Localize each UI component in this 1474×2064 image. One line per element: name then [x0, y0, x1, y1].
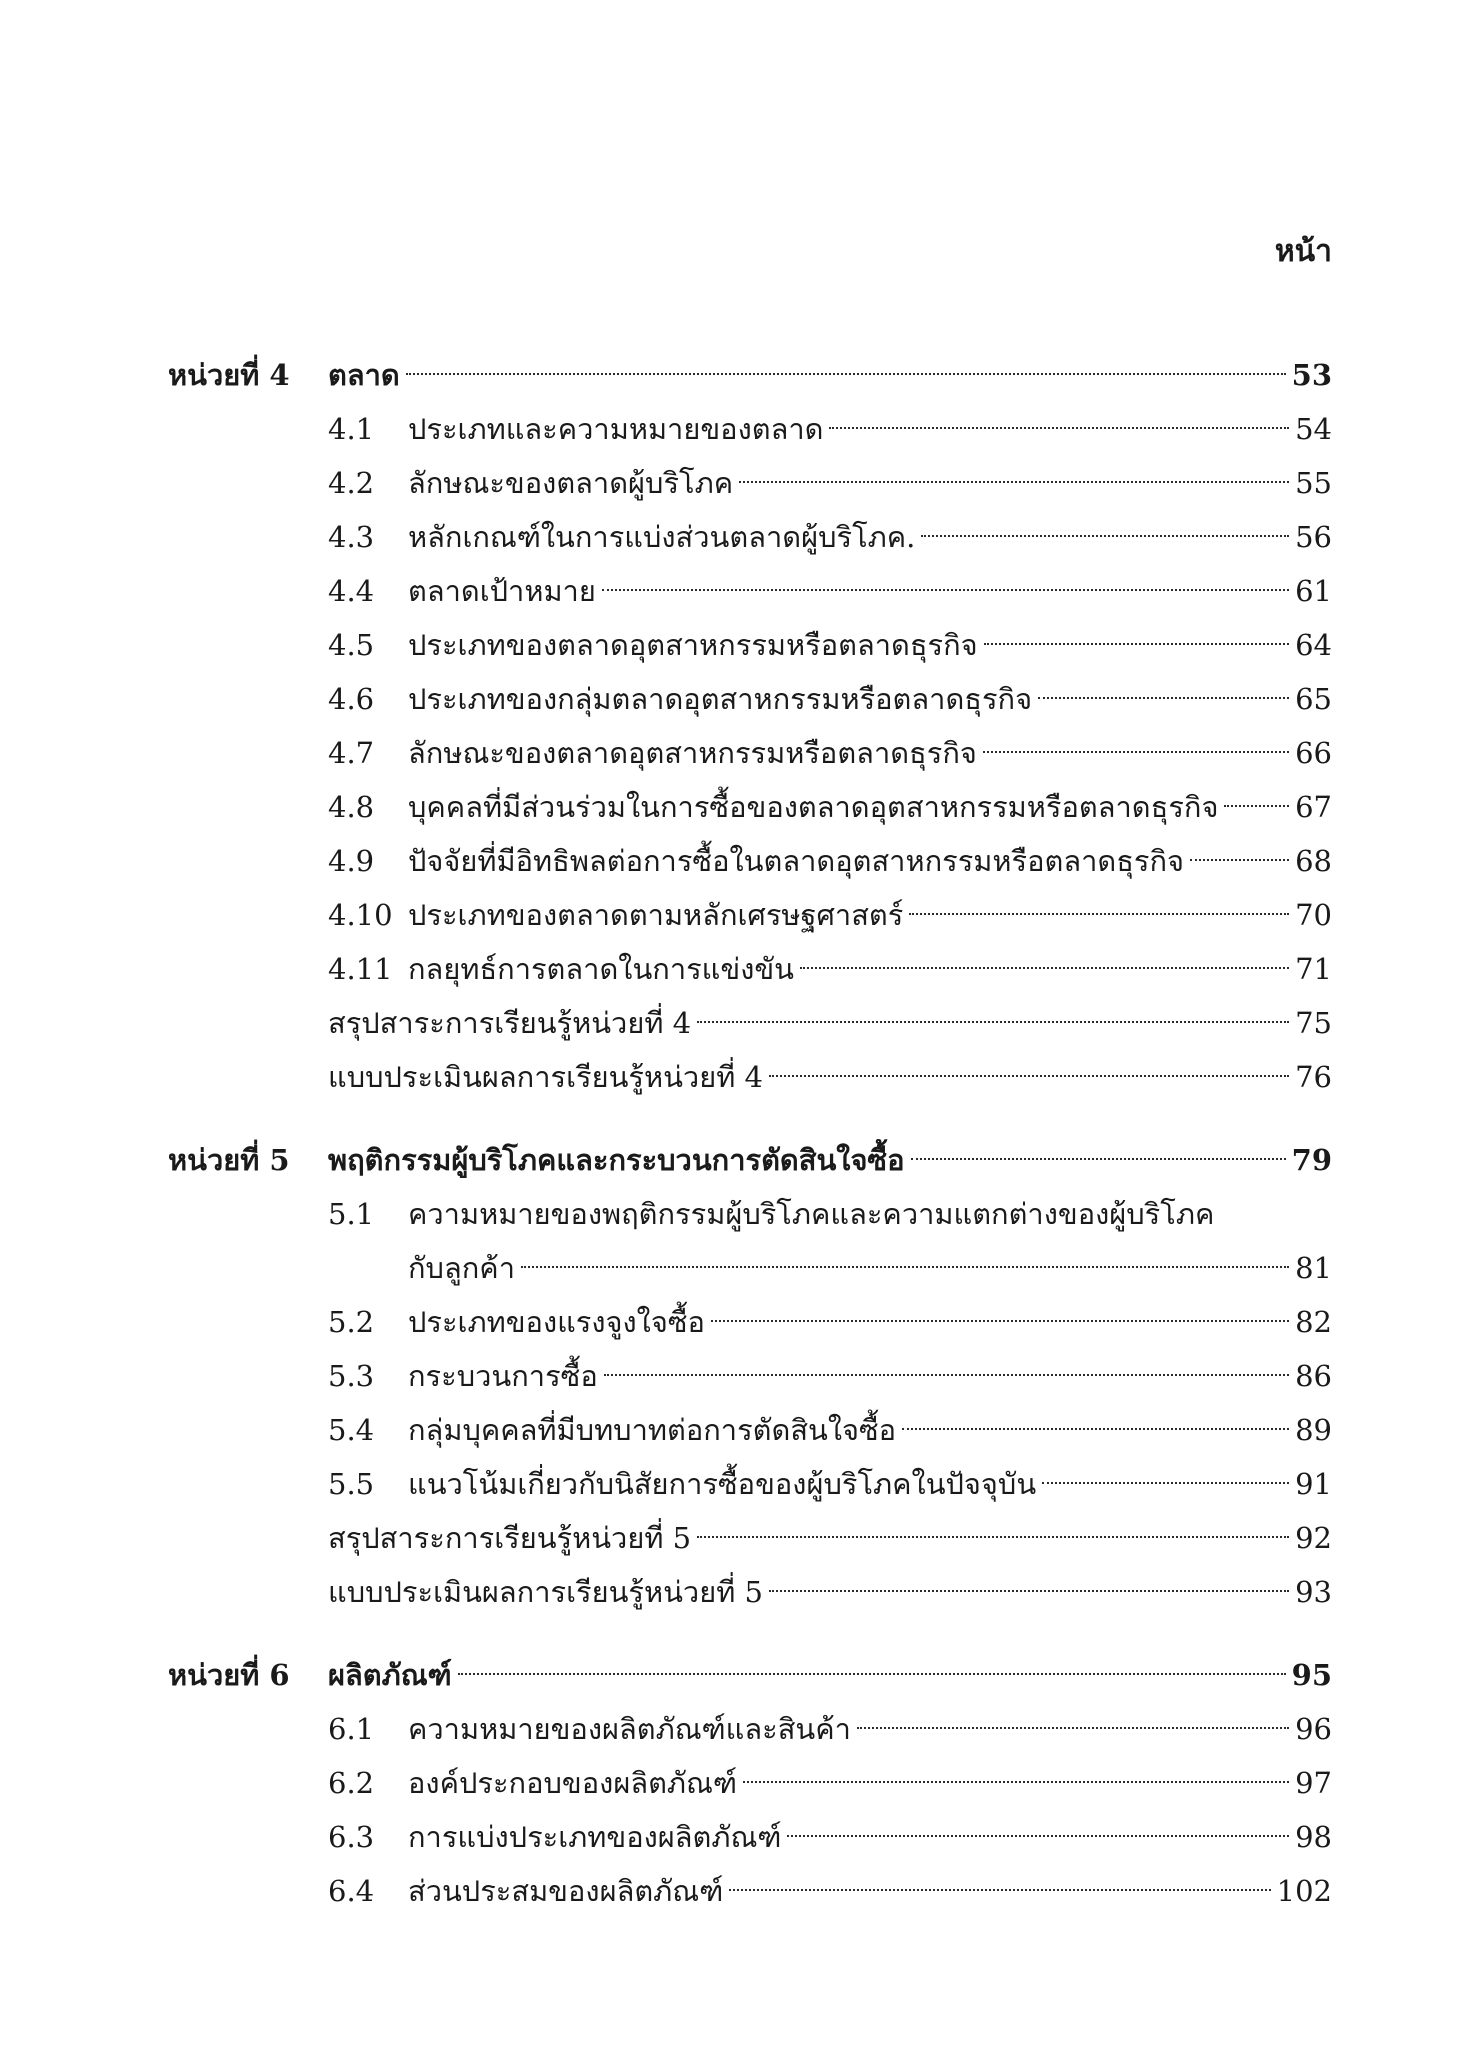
toc-summary-row[interactable] — [0, 996, 1474, 1050]
toc-section-row[interactable] — [0, 1810, 1474, 1864]
unit-leader — [328, 1133, 1332, 1187]
section-leader — [408, 942, 1332, 996]
unit-leader — [328, 348, 1332, 402]
section-leader — [408, 888, 1332, 942]
dot-leader — [1190, 859, 1289, 861]
section-page-number: 91 — [1295, 1467, 1332, 1501]
section-number: 4.3 — [328, 520, 375, 554]
section-number: 4.9 — [328, 844, 375, 878]
section-title: กลุ่มบุคคลที่มีบทบาทต่อการตัดสินใจซื้อ — [408, 1413, 897, 1447]
section-title: กลยุทธ์การตลาดในการแข่งขัน — [408, 952, 795, 986]
dot-leader — [984, 643, 1289, 645]
toc-unit-row[interactable] — [0, 1133, 1474, 1187]
section-page-number: 82 — [1295, 1305, 1332, 1339]
dot-leader — [697, 1021, 1289, 1023]
toc-section-row[interactable] — [0, 1403, 1474, 1457]
assessment-title: แบบประเมินผลการเรียนรู้หน่วยที่ 5 — [328, 1575, 763, 1609]
section-leader — [408, 1864, 1332, 1918]
unit-title: ผลิตภัณฑ์ — [328, 1658, 452, 1692]
section-page-number: 70 — [1295, 898, 1332, 932]
section-leader — [408, 672, 1332, 726]
section-title-line1: ความหมายของพฤติกรรมผู้บริโภคและความแตกต่างของผู้บริโภค — [408, 1197, 1215, 1231]
section-number: 4.5 — [328, 628, 375, 662]
section-title: การแบ่งประเภทของผลิตภัณฑ์ — [408, 1820, 782, 1854]
dot-leader — [604, 1374, 1289, 1376]
section-number: 4.2 — [328, 466, 375, 500]
section-title: ปัจจัยที่มีอิทธิพลต่อการซื้อในตลาดอุตสาหกรรมหรือตลาดธุรกิจ — [408, 844, 1185, 878]
dot-leader — [800, 967, 1289, 969]
dot-leader — [458, 1673, 1286, 1675]
section-title: ประเภทและความหมายของตลาด — [408, 412, 824, 446]
section-page-number: 54 — [1295, 412, 1332, 446]
toc-section-row[interactable] — [0, 1349, 1474, 1403]
section-title: ประเภทของกลุ่มตลาดอุตสาหกรรมหรือตลาดธุรกิจ — [408, 682, 1033, 716]
dot-leader — [769, 1075, 1289, 1077]
section-number: 4.7 — [328, 736, 375, 770]
toc-section-row[interactable] — [0, 510, 1474, 564]
section-title: บุคคลที่มีส่วนร่วมในการซื้อของตลาดอุตสาหกรรมหรือตลาดธุรกิจ — [408, 790, 1219, 824]
dot-leader — [697, 1536, 1289, 1538]
section-page-number: 96 — [1295, 1712, 1332, 1746]
section-title: ประเภทของตลาดตามหลักเศรษฐศาสตร์ — [408, 898, 904, 932]
section-number: 5.5 — [328, 1467, 375, 1501]
section-title: ส่วนประสมของผลิตภัณฑ์ — [408, 1874, 724, 1908]
toc-section-row[interactable] — [0, 1457, 1474, 1511]
unit-title: ตลาด — [328, 358, 400, 392]
summary-title: สรุปสาระการเรียนรู้หน่วยที่ 4 — [328, 1006, 692, 1040]
section-title: ความหมายของผลิตภัณฑ์และสินค้า — [408, 1712, 851, 1746]
section-number: 5.4 — [328, 1413, 375, 1447]
section-leader — [408, 402, 1332, 456]
unit-page-number: 95 — [1291, 1658, 1332, 1692]
section-leader — [408, 1241, 1332, 1295]
dot-leader — [911, 1158, 1286, 1160]
section-page-number: 81 — [1295, 1251, 1332, 1285]
section-page-number: 68 — [1295, 844, 1332, 878]
section-title: กระบวนการซื้อ — [408, 1359, 598, 1393]
summary-page-number: 75 — [1295, 1006, 1332, 1040]
toc-unit-row[interactable] — [0, 1648, 1474, 1702]
summary-leader — [328, 996, 1332, 1050]
dot-leader — [787, 1835, 1289, 1837]
section-number: 4.11 — [328, 952, 393, 986]
section-leader — [408, 834, 1332, 888]
section-leader — [408, 1457, 1332, 1511]
toc-unit-row[interactable] — [0, 348, 1474, 402]
summary-leader — [328, 1511, 1332, 1565]
section-page-number: 89 — [1295, 1413, 1332, 1447]
toc-section-row[interactable] — [0, 1756, 1474, 1810]
summary-title: สรุปสาระการเรียนรู้หน่วยที่ 5 — [328, 1521, 692, 1555]
section-number: 5.3 — [328, 1359, 375, 1393]
section-page-number: 97 — [1295, 1766, 1332, 1800]
unit-leader — [328, 1648, 1332, 1702]
section-number: 4.8 — [328, 790, 375, 824]
toc-section-row[interactable] — [0, 618, 1474, 672]
section-number: 5.1 — [328, 1197, 375, 1231]
section-leader — [408, 618, 1332, 672]
dot-leader — [1038, 697, 1289, 699]
section-title: แนวโน้มเกี่ยวกับนิสัยการซื้อของผู้บริโภคในปัจจุบัน — [408, 1467, 1037, 1501]
toc-section-row[interactable] — [0, 1864, 1474, 1918]
toc-section-row[interactable] — [0, 834, 1474, 888]
dot-leader — [1042, 1482, 1289, 1484]
section-title: องค์ประกอบของผลิตภัณฑ์ — [408, 1766, 738, 1800]
dot-leader — [909, 913, 1289, 915]
section-page-number: 86 — [1295, 1359, 1332, 1393]
unit-label: หน่วยที่ 5 — [168, 1143, 290, 1177]
section-number: 4.10 — [328, 898, 393, 932]
section-leader — [408, 1403, 1332, 1457]
section-page-number: 61 — [1295, 574, 1332, 608]
section-leader — [408, 1349, 1332, 1403]
summary-page-number: 92 — [1295, 1521, 1332, 1555]
dot-leader — [902, 1428, 1289, 1430]
dot-leader — [739, 481, 1289, 483]
dot-leader — [857, 1727, 1289, 1729]
toc-section-row[interactable] — [0, 1295, 1474, 1349]
section-page-number: 56 — [1295, 520, 1332, 554]
section-number: 4.6 — [328, 682, 375, 716]
dot-leader — [829, 427, 1289, 429]
toc-section-row[interactable] — [0, 1702, 1474, 1756]
section-number: 5.2 — [328, 1305, 375, 1339]
section-title: ลักษณะของตลาดอุตสาหกรรมหรือตลาดธุรกิจ — [408, 736, 977, 770]
toc-section-row[interactable] — [0, 888, 1474, 942]
toc-summary-row[interactable] — [0, 1511, 1474, 1565]
section-leader — [408, 564, 1332, 618]
section-number: 4.4 — [328, 574, 375, 608]
section-page-number: 55 — [1295, 466, 1332, 500]
section-leader — [408, 780, 1332, 834]
dot-leader — [1224, 805, 1289, 807]
unit-label: หน่วยที่ 4 — [168, 358, 290, 392]
section-page-number: 64 — [1295, 628, 1332, 662]
section-leader — [408, 1810, 1332, 1864]
unit-title: พฤติกรรมผู้บริโภคและกระบวนการตัดสินใจซื้อ — [328, 1143, 905, 1177]
assessment-title: แบบประเมินผลการเรียนรู้หน่วยที่ 4 — [328, 1060, 763, 1094]
dot-leader — [769, 1590, 1289, 1592]
toc-section-row[interactable] — [0, 1187, 1474, 1241]
section-title: กับลูกค้า — [408, 1251, 515, 1285]
section-number: 4.1 — [328, 412, 375, 446]
section-number: 6.3 — [328, 1820, 375, 1854]
assessment-page-number: 76 — [1295, 1060, 1332, 1094]
page-column-heading: หน้า — [1274, 234, 1332, 269]
section-leader — [408, 1702, 1332, 1756]
section-leader — [408, 456, 1332, 510]
dot-leader — [602, 589, 1289, 591]
unit-page-number: 53 — [1291, 358, 1332, 392]
toc-section-row-continued[interactable] — [0, 1241, 1474, 1295]
dot-leader — [743, 1781, 1289, 1783]
toc-section-row[interactable] — [0, 456, 1474, 510]
dot-leader — [521, 1266, 1289, 1268]
dot-leader — [406, 373, 1286, 375]
section-page-number: 71 — [1295, 952, 1332, 986]
toc-assessment-row[interactable] — [0, 1050, 1474, 1104]
dot-leader — [711, 1320, 1289, 1322]
section-title: ประเภทของตลาดอุตสาหกรรมหรือตลาดธุรกิจ — [408, 628, 978, 662]
assessment-leader — [328, 1565, 1332, 1619]
assessment-page-number: 93 — [1295, 1575, 1332, 1609]
section-page-number: 66 — [1295, 736, 1332, 770]
assessment-leader — [328, 1050, 1332, 1104]
section-title: ตลาดเป้าหมาย — [408, 574, 596, 608]
unit-page-number: 79 — [1291, 1143, 1332, 1177]
dot-leader — [729, 1889, 1270, 1891]
section-page-number: 65 — [1295, 682, 1332, 716]
toc-section-row[interactable] — [0, 942, 1474, 996]
section-leader — [408, 726, 1332, 780]
section-leader — [408, 1756, 1332, 1810]
unit-label: หน่วยที่ 6 — [168, 1658, 290, 1692]
section-title: หลักเกณฑ์ในการแบ่งส่วนตลาดผู้บริโภค. — [408, 520, 916, 554]
toc-section-row[interactable] — [0, 780, 1474, 834]
section-page-number: 102 — [1276, 1874, 1332, 1908]
section-title: ประเภทของแรงจูงใจซื้อ — [408, 1305, 705, 1339]
section-page-number: 67 — [1295, 790, 1332, 824]
section-leader — [408, 1295, 1332, 1349]
toc-section-row[interactable] — [0, 726, 1474, 780]
dot-leader — [983, 751, 1289, 753]
section-title: ลักษณะของตลาดผู้บริโภค — [408, 466, 734, 500]
section-number: 6.1 — [328, 1712, 375, 1746]
toc-section-row[interactable] — [0, 402, 1474, 456]
section-number: 6.2 — [328, 1766, 375, 1800]
toc-section-row[interactable] — [0, 672, 1474, 726]
toc-assessment-row[interactable] — [0, 1565, 1474, 1619]
section-leader — [408, 510, 1332, 564]
section-page-number: 98 — [1295, 1820, 1332, 1854]
dot-leader — [921, 535, 1289, 537]
section-number: 6.4 — [328, 1874, 375, 1908]
toc-section-row[interactable] — [0, 564, 1474, 618]
